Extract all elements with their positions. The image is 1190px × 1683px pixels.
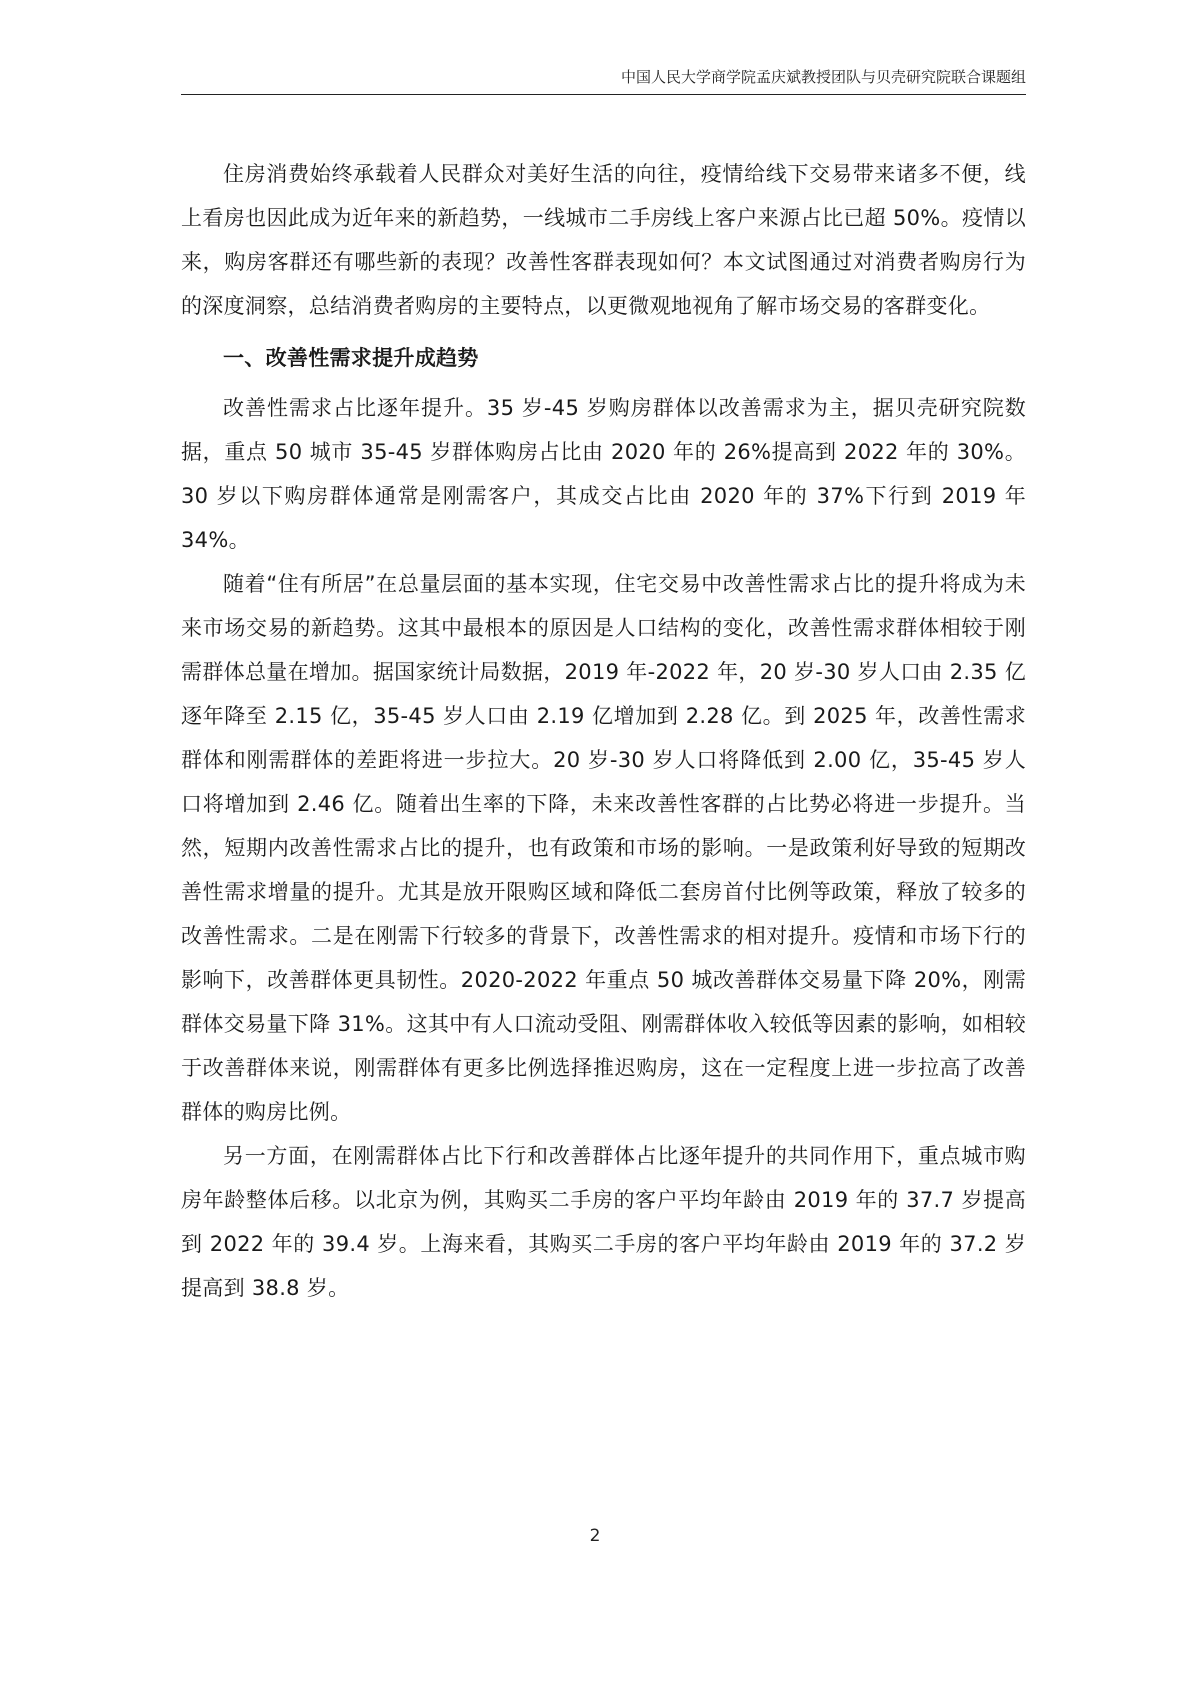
section-heading: 一、改善性需求提升成趋势 [223, 346, 479, 370]
section-paragraph-2: 随着“住有所居”在总量层面的基本实现，住宅交易中改善性需求占比的提升将成为未来市场交易的新趋势。这其中最根本的原因是人口结构的变化，改善性需求群体相较于刚需群体总量在增加。据国家统计局数据，2019 年-2022 年，20 岁-30 岁人口由 2.35 亿逐年降至 2.15 亿，35-45 岁人口由 2.19 亿增加到 2.28 亿。到 2025 年，改善性需求群体和刚需群体的差距将进一步拉大。20 岁-30 岁人口将降低到 2.00 亿，35-45 岁人口将增加到 2.46 亿。随着出生率的下降，未来改善性客群的占比势必将进一步提升。当然，短期内改善性需求占比的提升，也有政策和市场的影响。一是政策利好导致的短期改善性需求增量的提升。尤其是放开限购区域和降低二套房首付比例等政策，释放了较多的改善性需求。二是在刚需下行较多的背景下，改善性需求的相对提升。疫情和市场下行的影响下，改善群体更具韧性。2020-2022 年重点 50 城改善群体交易量下降 20%，刚需群体交易量下降 31%。这其中有人口流动受阻、刚需群体收入较低等因素的影响，如相较于改善群体来说，刚需群体有更多比例选择推迟购房，这在一定程度上进一步拉高了改善群体的购房比例。 [181, 572, 1026, 1124]
header-title: 中国人民大学商学院孟庆斌教授团队与贝壳研究院联合课题组 [620, 68, 1026, 86]
page-number: 2 [589, 1526, 601, 1546]
document-body [181, 152, 1026, 1310]
section-paragraph-1: 改善性需求占比逐年提升。35 岁-45 岁购房群体以改善需求为主，据贝壳研究院数据，重点 50 城市 35-45 岁群体购房占比由 2020 年的 26%提高到 2022 年的 30%。30 岁以下购房群体通常是刚需客户，其成交占比由 2020 年的 37%下行到 2019 年 34%。 [181, 396, 1026, 552]
section-paragraph-3: 另一方面，在刚需群体占比下行和改善群体占比逐年提升的共同作用下，重点城市购房年龄整体后移。以北京为例，其购买二手房的客户平均年龄由 2019 年的 37.7 岁提高到 2022 年的 39.4 岁。上海来看，其购买二手房的客户平均年龄由 2019 年的 37.2 岁提高到 38.8 岁。 [181, 1144, 1026, 1300]
intro-paragraph: 住房消费始终承载着人民群众对美好生活的向往，疫情给线下交易带来诸多不便，线上看房也因此成为近年来的新趋势，一线城市二手房线上客户来源占比已超 50%。疫情以来，购房客群还有哪些新的表现？改善性客群表现如何？本文试图通过对消费者购房行为的深度洞察，总结消费者购房的主要特点，以更微观地视角了解市场交易的客群变化。 [181, 162, 1026, 318]
page-header [181, 66, 1026, 95]
